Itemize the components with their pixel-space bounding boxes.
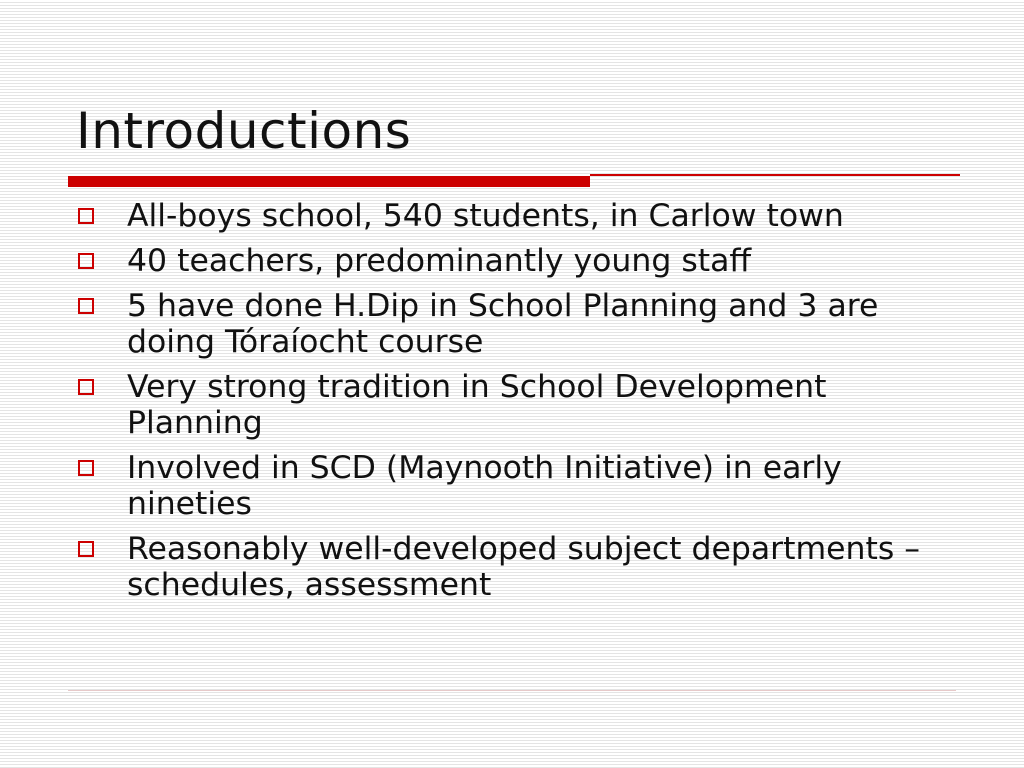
footer-divider bbox=[68, 690, 956, 691]
slide-title: Introductions bbox=[76, 102, 412, 160]
bullet-item bbox=[78, 369, 968, 441]
bullet-item bbox=[78, 531, 968, 603]
bullet-text: 40 teachers, predominantly young staff bbox=[127, 243, 752, 279]
bullet-item bbox=[78, 450, 968, 522]
bullet-item bbox=[78, 288, 968, 360]
hollow-square-bullet-icon bbox=[78, 253, 94, 269]
hollow-square-bullet-icon bbox=[78, 298, 94, 314]
bullet-text: Reasonably well-developed subject departments – schedules, assessment bbox=[127, 531, 921, 603]
hollow-square-bullet-icon bbox=[78, 379, 94, 395]
bullet-text: Very strong tradition in School Development Planning bbox=[127, 369, 827, 441]
bullet-text: 5 have done H.Dip in School Planning and 3 are doing Tóraíocht course bbox=[127, 288, 879, 360]
hollow-square-bullet-icon bbox=[78, 460, 94, 476]
bullet-item bbox=[78, 198, 968, 234]
hollow-square-bullet-icon bbox=[78, 208, 94, 224]
title-underline-thin bbox=[590, 174, 960, 176]
bullet-item bbox=[78, 243, 968, 279]
bullet-text: All-boys school, 540 students, in Carlow town bbox=[127, 198, 844, 234]
bullet-text: Involved in SCD (Maynooth Initiative) in early nineties bbox=[127, 450, 842, 522]
title-underline-thick bbox=[68, 176, 590, 187]
bullet-list bbox=[78, 198, 968, 612]
hollow-square-bullet-icon bbox=[78, 541, 94, 557]
